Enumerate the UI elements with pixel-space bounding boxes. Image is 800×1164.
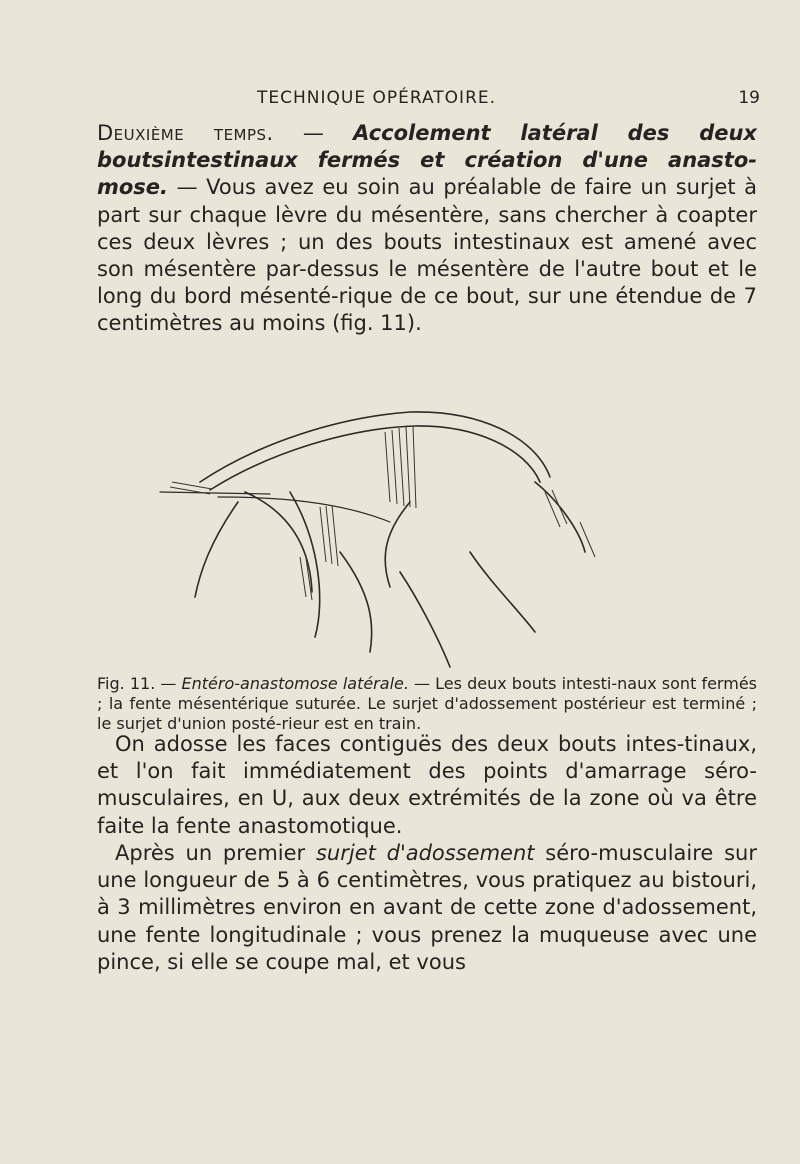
lead-dash: — — [273, 121, 354, 145]
paragraph-adossement — [97, 731, 757, 840]
caption-text: — Les deux bouts intesti-naux sont fermés ; la fente mésentérique suturée. Le surjet d'adossement postérieur est terminé ; le surjet d'union posté-rieur est en train. — [97, 674, 757, 733]
section-heading: Accolement latéral des deux boutsintestinaux fermés et création d'une anasto-mose. — [97, 121, 757, 200]
paragraph-deuxieme-temps — [97, 120, 757, 338]
running-head — [150, 88, 760, 116]
figure-entero-anastomose-illustration — [140, 382, 700, 672]
caption-title: Entéro-anastomose latérale. — [181, 674, 409, 693]
figure-caption — [97, 674, 757, 734]
caption-number: Fig. 11. — — [97, 674, 182, 693]
paragraph-surjet — [97, 840, 757, 976]
paragraph3-italic: surjet d'adossement — [315, 841, 535, 865]
paragraph1-text: — Vous avez eu soin au préalable de faire un surjet à part sur chaque lèvre du mésentère, sans chercher à coapter ces deux lèvres ; un des bouts intestinaux est amené avec son mésentère par-dessus le mésentère de l'autre bout et le long du bord mésenté-rique de ce bout, sur une étendue de 7 centimètres au moins (fig. 11). — [97, 175, 757, 336]
paragraph2-text: On adosse les faces contiguës des deux bouts intes-tinaux, et l'on fait immédiatement des points d'amarrage séro-musculaires, en U, aux deux extrémités de la zone où va être faite la fente anastomotique. — [97, 732, 757, 838]
running-head-title: TECHNIQUE OPÉRATOIRE. — [257, 88, 497, 108]
paragraph3-before: Après un premier — [115, 841, 316, 865]
page-number: 19 — [738, 88, 760, 108]
paragraph3-after: séro-musculaire sur une longueur de 5 à 6 centimètres, vous pratiquez au bistouri, à 3 millimètres environ en avant de cette zone d'adossement, une fente longitudinale ; vous prenez la muqueuse avec une pince, si elle se coupe mal, et vous — [97, 841, 757, 974]
section-lead: Deuxième temps. — [97, 121, 274, 145]
